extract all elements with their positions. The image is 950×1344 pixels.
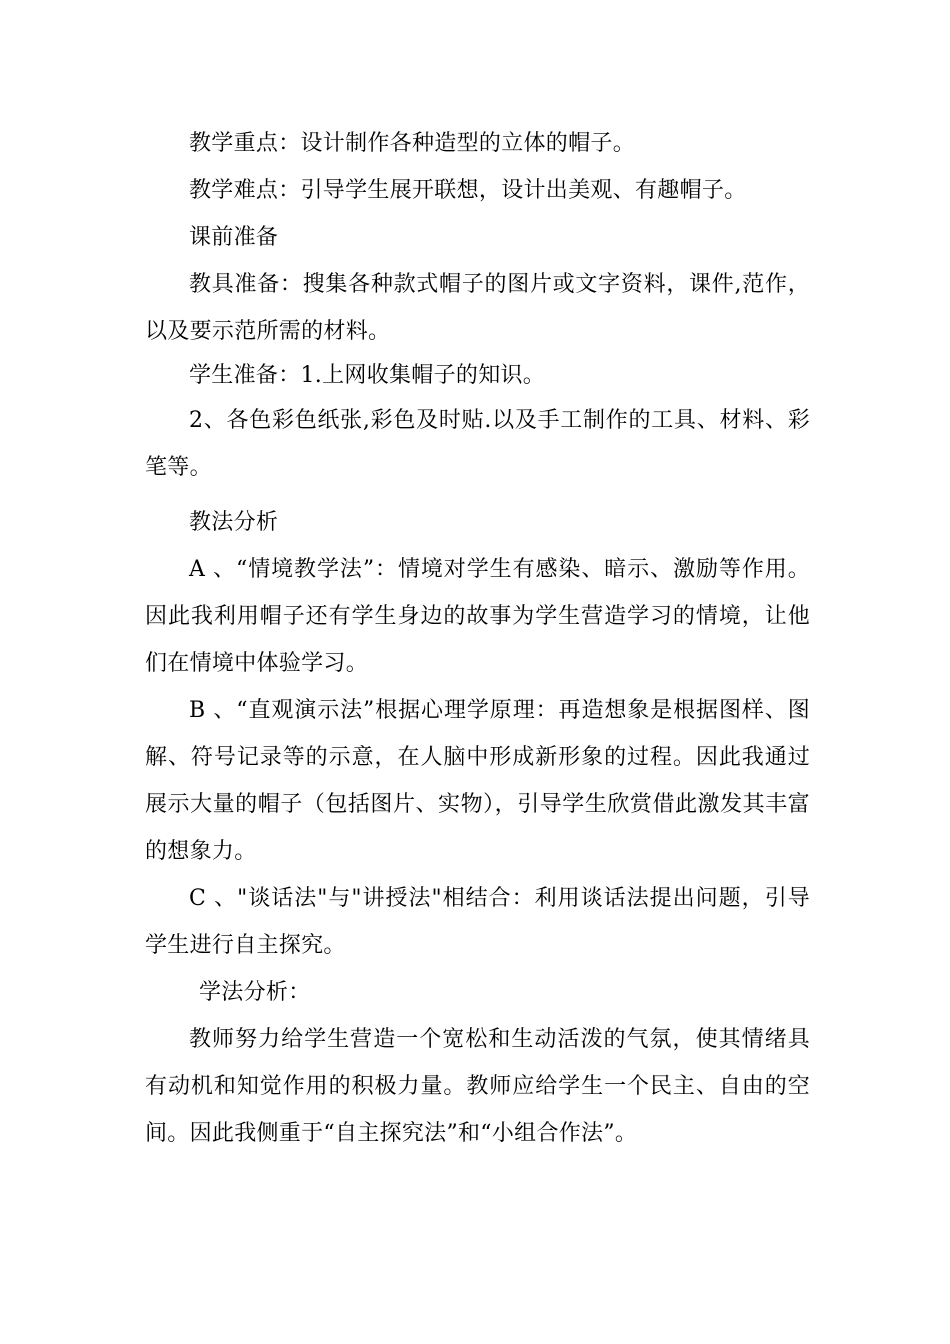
- paragraph-student-preparation: 学生准备：1.上网收集帽子的知识。: [189, 363, 546, 388]
- paragraph-method-c: C 、"谈话法"与"讲授法"相结合：利用谈话法提出问题，引导学生进行自主探究。: [145, 886, 810, 958]
- heading-teaching-method-analysis: 教法分析: [189, 510, 279, 535]
- paragraph-teaching-difficulty: 教学难点：引导学生展开联想，设计出美观、有趣帽子。: [189, 178, 747, 203]
- paragraph-method-a: A 、“情境教学法”：情境对学生有感染、暗示、激励等作用。因此我利用帽子还有学生身边的故事为学生营造学习的情境，让他们在情境中体验学习。: [145, 557, 810, 676]
- heading-pre-class-preparation: 课前准备: [189, 225, 279, 250]
- heading-learning-method-analysis: 学法分析：: [199, 980, 311, 1005]
- document-body: [145, 120, 810, 1157]
- paragraph-learning-method: 教师努力给学生营造一个宽松和生动活泼的气氛，使其情绪具有动机和知觉作用的积极力量。教师应给学生一个民主、自由的空间。因此我侧重于“自主探究法”和“小组合作法”。: [145, 1027, 810, 1146]
- paragraph-teacher-preparation: 教具准备：搜集各种款式帽子的图片或文字资料，课件,范作，以及要示范所需的材料。: [145, 272, 810, 344]
- paragraph-student-materials: 2、各色彩色纸张,彩色及时贴.以及手工制作的工具、材料、彩笔等。: [145, 408, 810, 480]
- paragraph-method-b: B 、“直观演示法”根据心理学原理：再造想象是根据图样、图解、符号记录等的示意，在人脑中形成新形象的过程。因此我通过展示大量的帽子（包括图片、实物），引导学生欣赏借此激发其丰富的想象力。: [145, 698, 810, 864]
- paragraph-teaching-focus: 教学重点：设计制作各种造型的立体的帽子。: [189, 131, 636, 156]
